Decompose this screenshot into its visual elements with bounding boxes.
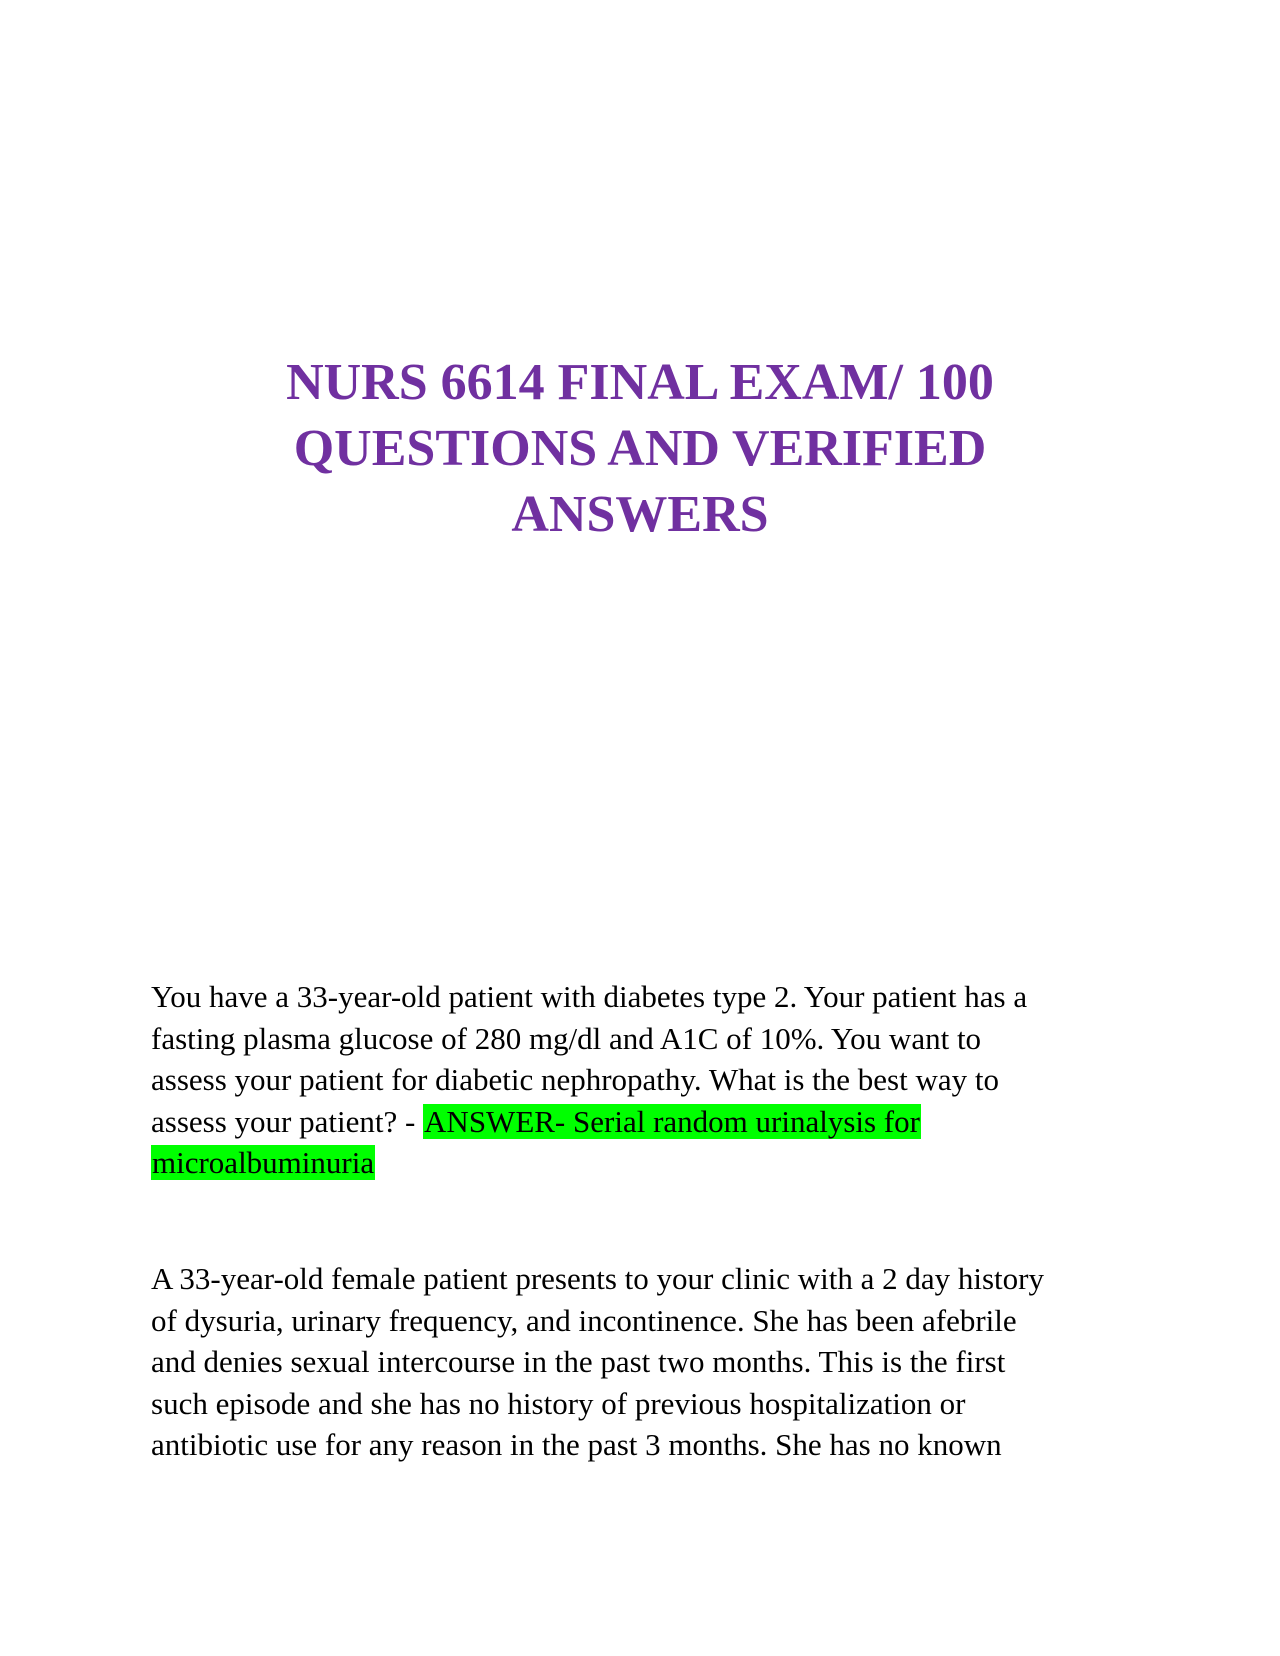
question-block-2 bbox=[151, 1258, 1141, 1466]
question-1-prefix: assess your patient? - bbox=[151, 1103, 424, 1139]
answer-1-highlight-part-2: microalbuminuria bbox=[152, 1145, 375, 1180]
question-1-line-1: You have a 33-year-old patient with diabetes type 2. Your patient has a bbox=[151, 979, 1028, 1014]
question-2-line-3: and denies sexual intercourse in the past two months. This is the first bbox=[151, 1344, 1006, 1379]
question-1-line-2: fasting plasma glucose of 280 mg/dl and A1C of 10%. You want to bbox=[151, 1020, 982, 1056]
question-1-line-3: assess your patient for diabetic nephropathy. What is the best way to bbox=[151, 1062, 999, 1097]
question-1-line-5 bbox=[151, 1142, 1141, 1184]
question-1-line-4 bbox=[151, 1101, 1141, 1143]
document-title bbox=[150, 350, 1130, 548]
question-2-line-4: such episode and she has no history of previous hospitalization or bbox=[151, 1385, 966, 1421]
question-2-line-2: of dysuria, urinary frequency, and incontinence. She has been afebrile bbox=[151, 1302, 1017, 1338]
title-line-3: ANSWERS bbox=[511, 486, 769, 543]
answer-1-highlight-part-1: ANSWER- Serial random urinalysis for bbox=[424, 1103, 920, 1139]
question-2-line-1: A 33-year-old female patient presents to your clinic with a 2 day history bbox=[151, 1261, 1044, 1296]
title-line-2: QUESTIONS AND VERIFIED bbox=[293, 420, 987, 477]
question-block-1 bbox=[151, 976, 1141, 1184]
title-line-1: NURS 6614 FINAL EXAM/ 100 bbox=[286, 354, 994, 411]
question-2-line-5: antibiotic use for any reason in the past 3 months. She has no known bbox=[151, 1427, 1002, 1462]
